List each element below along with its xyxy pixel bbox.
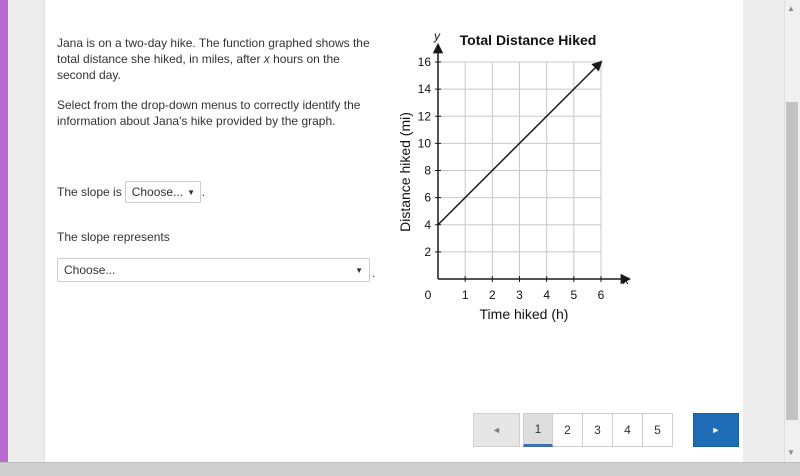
- represents-period: .: [372, 266, 376, 280]
- right-gutter: [743, 0, 784, 462]
- page-2-button[interactable]: 2: [553, 413, 583, 447]
- x-tick-label: 0: [424, 288, 432, 302]
- x-tick-labels: [425, 276, 605, 302]
- x-axis-label: Time hiked (h): [479, 306, 569, 322]
- scroll-down-icon[interactable]: ▼: [787, 448, 795, 457]
- y-tick-label: 14: [417, 82, 431, 97]
- question-intro: Jana is on a two-day hike. The function graphed shows the total distance she hiked, in miles, after x hours on the second day.: [57, 36, 370, 82]
- represents-label: The slope represents: [57, 230, 170, 244]
- slope-dropdown[interactable]: [125, 181, 201, 203]
- x-tick-label: 1: [461, 288, 469, 302]
- y-tick-label: 6: [424, 190, 431, 205]
- chevron-down-icon: ▼: [187, 187, 195, 197]
- slope-row: [57, 180, 205, 204]
- y-tick-label: 8: [424, 163, 431, 178]
- page-4-button[interactable]: 4: [613, 413, 643, 447]
- variable-x: x: [263, 52, 270, 66]
- y-tick-label: 10: [417, 136, 431, 151]
- left-gutter: [8, 0, 44, 462]
- slope-label: The slope is: [57, 185, 122, 199]
- y-tick-label: 16: [417, 55, 431, 69]
- slope-period: .: [201, 185, 206, 199]
- y-tick-label: 2: [424, 244, 431, 259]
- next-page-button[interactable]: [693, 413, 739, 447]
- scrollbar-thumb[interactable]: [786, 102, 798, 420]
- x-tick-label: 6: [597, 288, 605, 302]
- y-tick-label: 12: [417, 109, 431, 124]
- x-axis-var: x: [623, 273, 629, 287]
- question-instruction: Select from the drop-down menus to correctly identify the information about Jana's hike provided by the graph.: [57, 98, 361, 128]
- slope-dropdown-value: Choose...: [131, 185, 184, 199]
- page-1-button[interactable]: 1: [523, 413, 553, 447]
- prev-page-button[interactable]: [473, 413, 520, 447]
- y-tick-label: 4: [424, 217, 431, 232]
- caret-left-icon: ◄: [492, 425, 501, 435]
- caret-right-icon: ►: [711, 425, 721, 435]
- represents-dropdown[interactable]: [57, 258, 370, 282]
- x-tick-label: 4: [543, 288, 551, 302]
- scroll-up-icon[interactable]: ▲: [787, 4, 795, 13]
- y-axis-var: y: [434, 29, 440, 43]
- chart-title: Total Distance Hiked: [459, 32, 597, 48]
- y-axis-label: Distance hiked (mi): [397, 112, 413, 232]
- page-3-button[interactable]: 3: [583, 413, 613, 447]
- pagination: [473, 413, 739, 447]
- left-accent-bar: [0, 0, 8, 462]
- x-tick-label: 5: [570, 288, 578, 302]
- page-5-button[interactable]: 5: [643, 413, 673, 447]
- chart-grid: [438, 62, 601, 279]
- represents-dropdown-value: Choose...: [64, 263, 116, 277]
- x-tick-label: 3: [516, 288, 523, 302]
- x-tick-label: 2: [488, 288, 496, 302]
- chevron-down-icon: ▼: [355, 265, 363, 275]
- distance-chart: [390, 25, 640, 330]
- horizontal-scrollbar[interactable]: [0, 462, 800, 476]
